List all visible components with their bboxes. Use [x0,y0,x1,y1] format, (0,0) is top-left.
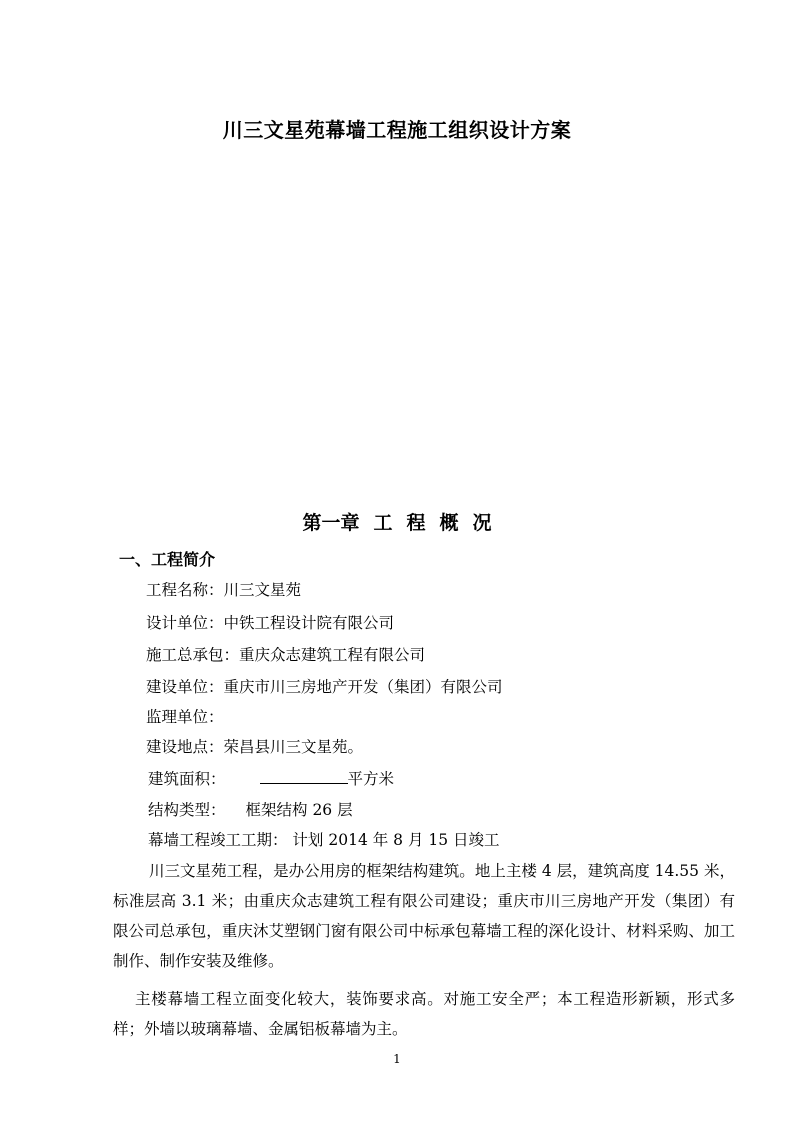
field-completion: 幕墙工程竣工工期： 计划 2014 年 8 月 15 日竣工 [148,831,500,849]
area-label: 建筑面积： [148,770,226,788]
paragraph-2: 主楼幕墙工程立面变化较大，装饰要求高。对施工安全严；本工程造形新颖，形式多样；外墙以玻璃幕墙、金属铝板幕墙为主。 [113,990,735,1038]
paragraph-1: 川三文星苑工程，是办公用房的框架结构建筑。地上主楼 4 层，建筑高度 14.55 米，标准层高 3.1 米；由重庆众志建筑工程有限公司建设；重庆市川三房地产开发（集团）有限公司总承包，重庆沐艾塑钢门窗有限公司中标承包幕墙工程的深化设计、材料采购、加工制作、制作安装及维修。 [113,862,735,970]
field-structure [148,800,353,820]
field-location: 建设地点：荣昌县川三文星苑。 [146,738,364,756]
area-unit: 平方米 [347,770,395,788]
chapter-prefix: 第一章 [302,512,360,534]
field-project-name: 工程名称：川三文星苑 [146,581,302,599]
area-blank-line [260,768,348,784]
field-construction-unit: 建设单位：重庆市川三房地产开发（集团）有限公司 [146,678,503,696]
field-supervision-unit: 监理单位： [146,708,224,726]
chapter-word-3: 概 [439,512,459,534]
field-design-unit: 设计单位：中铁工程设计院有限公司 [146,614,395,632]
section-heading: 一、工程简介 [119,550,216,569]
chapter-word-4: 况 [472,512,492,534]
structure-label: 结构类型： [148,801,226,819]
page-number: 1 [393,1052,401,1066]
chapter-title [0,508,794,535]
field-area [148,768,394,789]
chapter-word-2: 程 [406,512,426,534]
chapter-word-1: 工 [373,512,393,534]
field-general-contractor: 施工总承包：重庆众志建筑工程有限公司 [146,646,426,664]
structure-value: 框架结构 26 层 [245,801,353,819]
document-title: 川三文星苑幕墙工程施工组织设计方案 [222,118,572,142]
